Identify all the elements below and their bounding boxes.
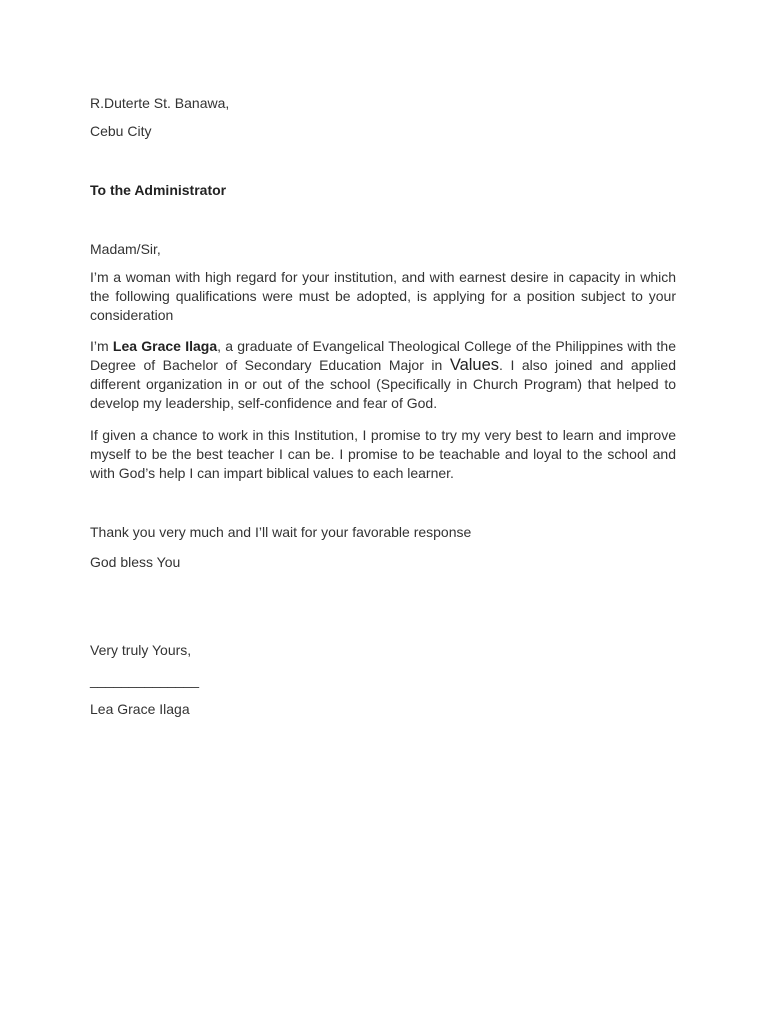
signature-name: Lea Grace Ilaga xyxy=(90,701,190,717)
recipient-heading: To the Administrator xyxy=(90,182,227,198)
salutation: Madam/Sir, xyxy=(90,241,161,257)
para2-prefix: I’m xyxy=(90,338,113,354)
major-values: Values xyxy=(449,356,500,374)
para2-middle: , a graduate of Evangelical Theological College of the Philippines with the Degree of Bachelor of Secondary Education Major in xyxy=(90,338,676,373)
address-line-1: R.Duterte St. Banawa, xyxy=(90,95,230,111)
paragraph-intro: I’m a woman with high regard for your institution, and with earnest desire in capacity in which the following qualifications were must be adopted, is applying for a position subject to your consideration xyxy=(90,269,676,323)
address-line-2: Cebu City xyxy=(90,123,152,139)
para2-suffix: . I also joined and applied different organization in or out of the school (Specifically in Church Program) that helped to develop my leadership, self-confidence and fear of God. xyxy=(90,357,676,411)
letter-page xyxy=(90,0,676,1024)
thanks-line: Thank you very much and I’ll wait for your favorable response xyxy=(90,524,472,540)
blessing-line: God bless You xyxy=(90,554,181,570)
paragraph-promise: If given a chance to work in this Institution, I promise to try my very best to learn and improve myself to be the best teacher I can be. I promise to be teachable and loyal to the school and with God’s help I can impart biblical values to each learner. xyxy=(90,427,676,481)
closing-line: Very truly Yours, xyxy=(90,642,192,658)
paragraph-background xyxy=(90,337,676,413)
signature-line: ______________ xyxy=(90,672,200,688)
applicant-name-bold: Lea Grace Ilaga xyxy=(112,338,218,354)
